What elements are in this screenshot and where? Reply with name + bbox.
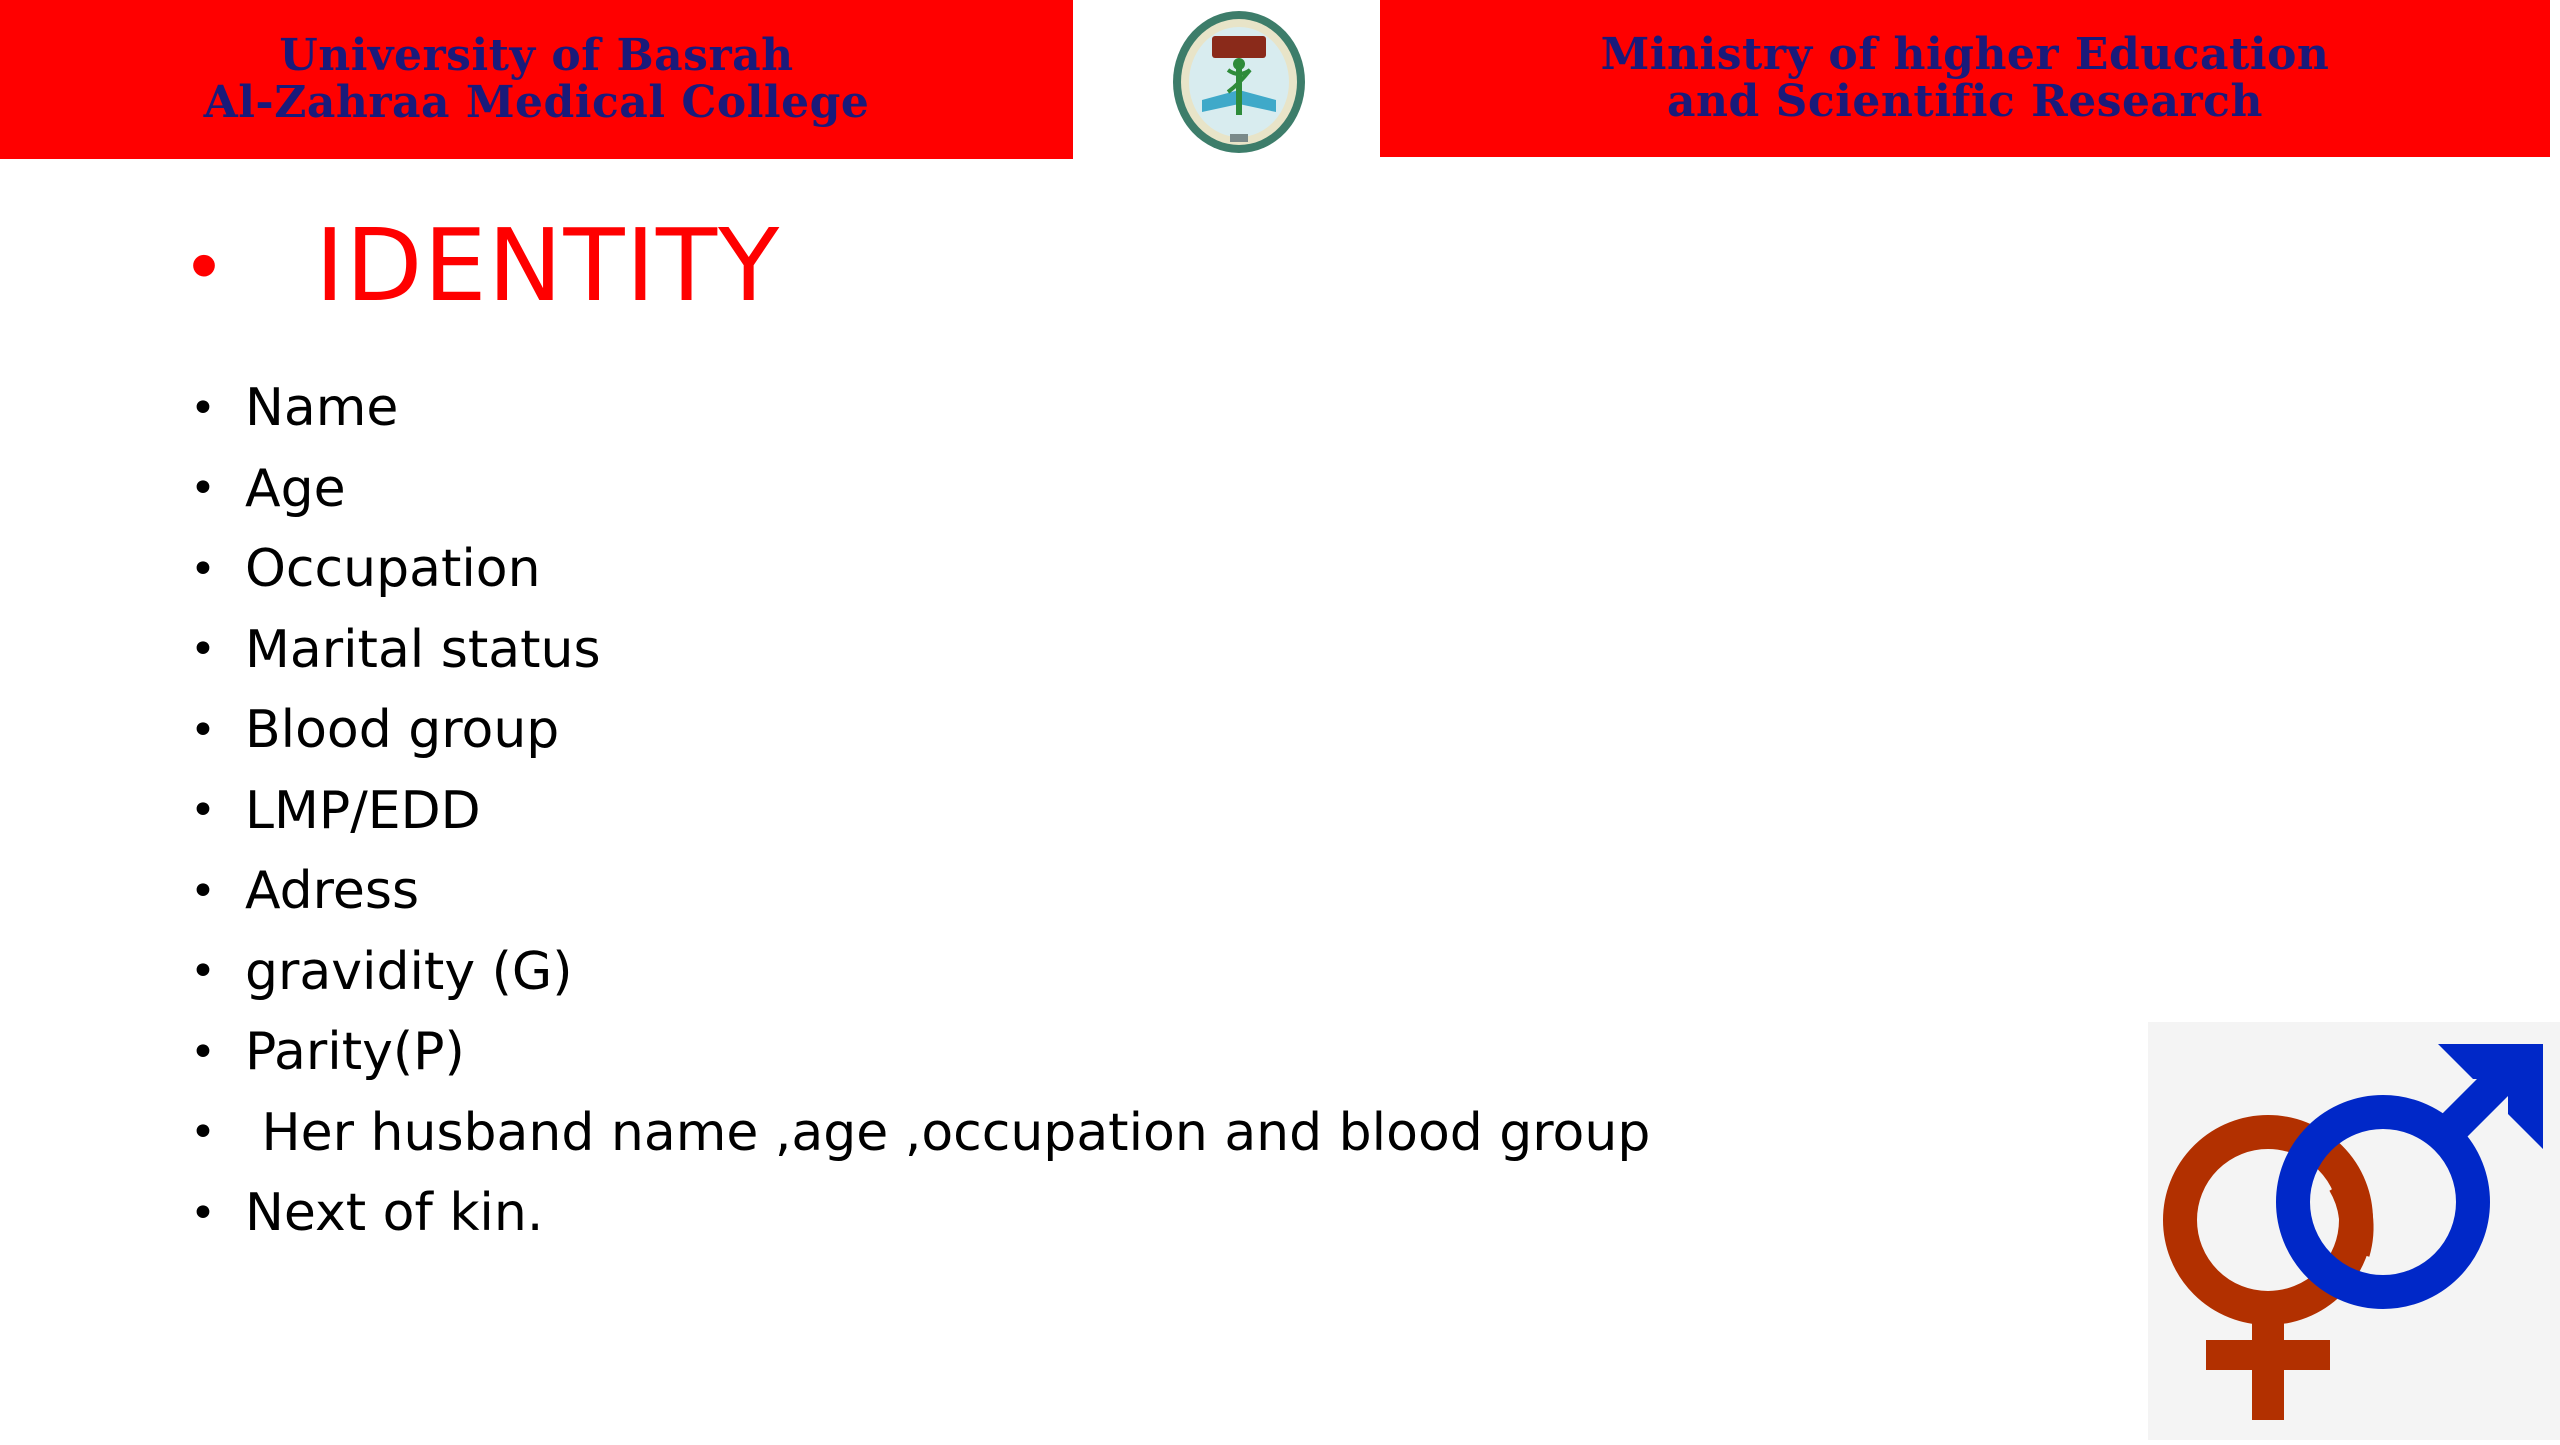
title-bullet-icon: • — [190, 220, 219, 309]
list-item-text: Name — [245, 378, 399, 439]
female-male-symbol-icon — [2148, 1022, 2560, 1440]
bullet-icon: • — [190, 1026, 216, 1078]
list-item — [190, 610, 1650, 691]
bullet-icon: • — [190, 1107, 216, 1159]
bullet-icon: • — [190, 543, 216, 595]
list-item-text: gravidity (G) — [245, 941, 573, 1002]
bullet-icon: • — [190, 865, 216, 917]
list-item-text: Parity(P) — [245, 1022, 465, 1083]
list-item-text: Her husband name ,age ,occupation and blood group — [245, 1102, 1651, 1163]
ministry-subtitle: and Scientific Research — [1667, 75, 2263, 127]
list-item — [190, 851, 1650, 932]
list-item-text: Blood group — [245, 700, 560, 761]
bullet-icon: • — [190, 946, 216, 998]
slide-title-row — [190, 205, 780, 325]
list-item — [190, 529, 1650, 610]
ministry-name: Ministry of higher Education — [1600, 29, 2330, 81]
list-item-text: LMP/EDD — [245, 780, 481, 841]
bullet-icon: • — [190, 463, 216, 515]
bullet-icon: • — [190, 382, 216, 434]
list-item-text: Marital status — [245, 619, 601, 680]
header-banner-left — [0, 0, 1073, 159]
list-item-text: Occupation — [245, 539, 541, 600]
college-name: Al-Zahraa Medical College — [203, 76, 870, 128]
slide-title: IDENTITY — [315, 206, 781, 324]
header-banner-right — [1380, 0, 2550, 157]
list-item — [190, 932, 1650, 1013]
identity-list — [190, 368, 1650, 1254]
list-item — [190, 1012, 1650, 1093]
bullet-icon: • — [190, 624, 216, 676]
list-item — [190, 368, 1650, 449]
list-item-text: Next of kin. — [245, 1183, 544, 1244]
list-item-text: Adress — [245, 861, 420, 922]
bullet-icon: • — [190, 785, 216, 837]
list-item — [190, 1093, 1650, 1174]
college-seal-icon — [1170, 8, 1308, 156]
list-item — [190, 690, 1650, 771]
list-item-text: Age — [245, 458, 346, 519]
university-name: University of Basrah — [279, 30, 794, 82]
list-item — [190, 1173, 1650, 1254]
bullet-icon: • — [190, 1187, 216, 1239]
list-item — [190, 449, 1650, 530]
list-item — [190, 771, 1650, 852]
bullet-icon: • — [190, 704, 216, 756]
gender-symbol-panel — [2148, 1022, 2560, 1440]
